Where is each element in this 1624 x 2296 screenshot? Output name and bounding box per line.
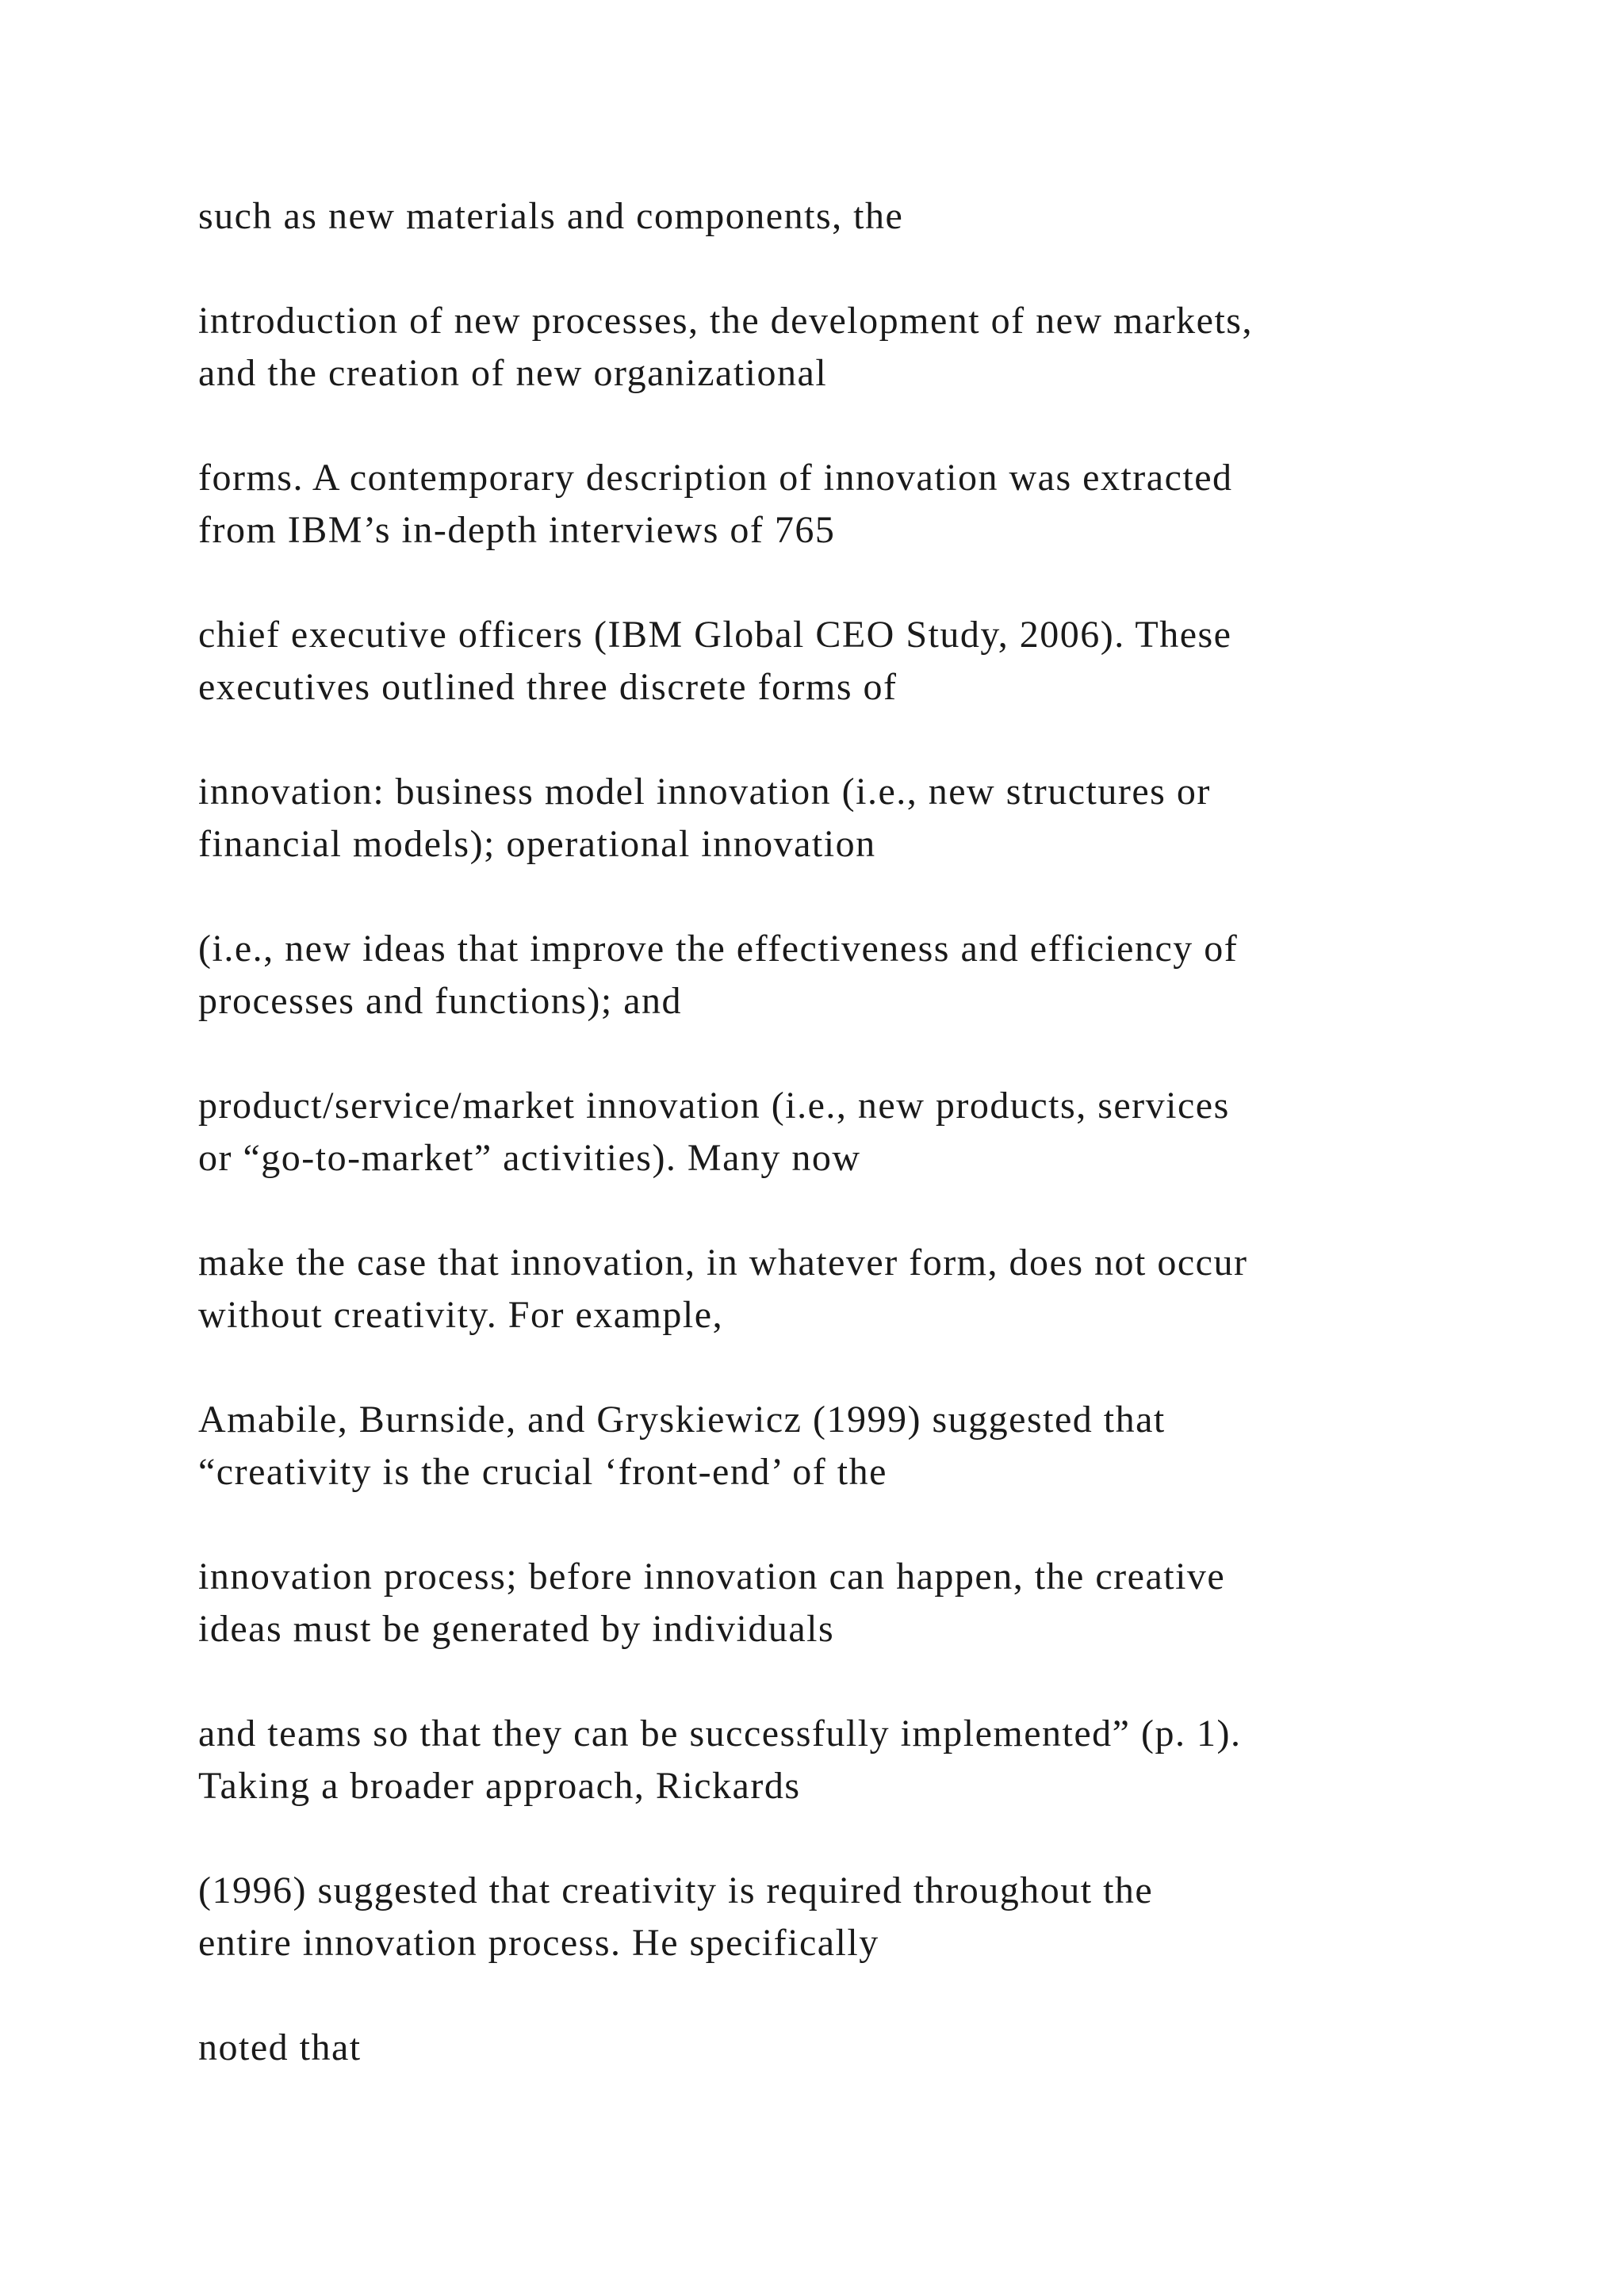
text-line: chief executive officers (IBM Global CEO Study, 2006). These: [198, 614, 1232, 656]
paragraph: [198, 923, 1507, 1027]
paragraph: [198, 1080, 1507, 1184]
paragraph: [198, 1394, 1507, 1498]
text-line: without creativity. For example,: [198, 1294, 724, 1336]
text-line: “creativity is the crucial ‘front-end’ of the: [198, 1451, 887, 1493]
body-text: [198, 190, 1507, 2126]
text-line: (i.e., new ideas that improve the effectiveness and efficiency of: [198, 928, 1239, 970]
paragraph: [198, 1237, 1507, 1341]
text-line: from IBM’s in-depth interviews of 765: [198, 509, 836, 551]
text-line: processes and functions); and: [198, 980, 683, 1022]
text-line: ideas must be generated by individuals: [198, 1608, 835, 1650]
text-line: innovation process; before innovation can happen, the creative: [198, 1556, 1226, 1598]
paragraph: [198, 295, 1507, 400]
paragraph: [198, 1551, 1507, 1655]
text-line: introduction of new processes, the development of new markets,: [198, 300, 1253, 342]
paragraph: [198, 766, 1507, 871]
text-line: or “go-to-market” activities). Many now: [198, 1137, 861, 1179]
paragraph: [198, 609, 1507, 714]
text-line: Amabile, Burnside, and Gryskiewicz (1999) suggested that: [198, 1399, 1166, 1441]
paragraph: [198, 1865, 1507, 1969]
paragraph: [198, 452, 1507, 557]
text-line: and the creation of new organizational: [198, 352, 828, 394]
text-line: forms. A contemporary description of innovation was extracted: [198, 457, 1233, 499]
text-line: financial models); operational innovation: [198, 823, 876, 865]
text-line: noted that: [198, 2026, 362, 2068]
paragraph: [198, 190, 1507, 243]
text-line: and teams so that they can be successfully implemented” (p. 1).: [198, 1712, 1242, 1755]
text-line: Taking a broader approach, Rickards: [198, 1765, 801, 1807]
text-line: make the case that innovation, in whatever form, does not occur: [198, 1242, 1248, 1284]
paragraph: [198, 1708, 1507, 1812]
text-line: product/service/market innovation (i.e., new products, services: [198, 1085, 1230, 1127]
paragraph: [198, 2022, 1507, 2074]
text-line: innovation: business model innovation (i.e., new structures or: [198, 771, 1211, 813]
text-line: executives outlined three discrete forms of: [198, 666, 898, 708]
text-line: entire innovation process. He specifically: [198, 1922, 879, 1964]
text-line: (1996) suggested that creativity is required throughout the: [198, 1869, 1154, 1911]
text-line: such as new materials and components, the: [198, 195, 904, 237]
